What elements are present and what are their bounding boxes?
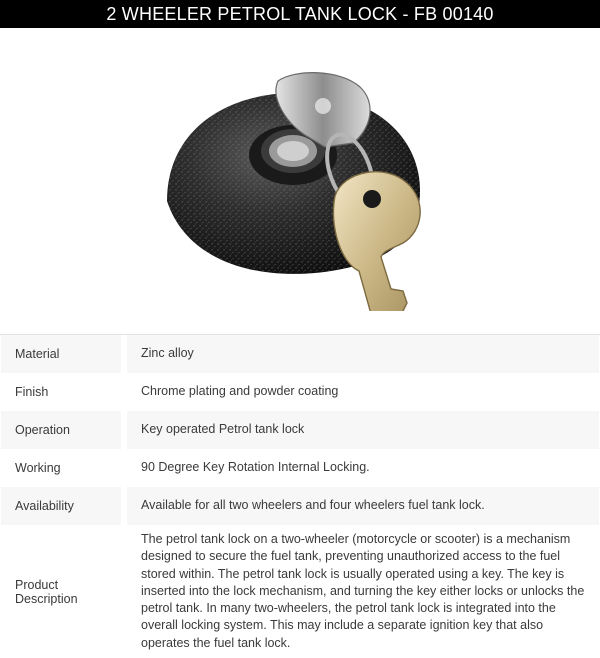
spec-label: Material (1, 335, 124, 373)
spec-row-working (1, 449, 599, 487)
spec-value: 90 Degree Key Rotation Internal Locking. (124, 449, 599, 487)
petrol-tank-lock-with-keys-icon (145, 51, 445, 311)
spec-row-product-description (1, 525, 599, 658)
spec-label: Finish (1, 373, 124, 411)
product-spec-table (1, 335, 599, 658)
spec-row-operation (1, 411, 599, 449)
spec-label: Product Description (1, 525, 124, 658)
page-title-bar (0, 0, 600, 28)
spec-label: Working (1, 449, 124, 487)
spec-value: The petrol tank lock on a two-wheeler (motorcycle or scooter) is a mechanism designed to secure the fuel tank, preventing unauthorized access to the fuel stored within. The petrol tank lock is usually operated using a key. The key is inserted into the lock mechanism, and turning the key either locks or unlocks the petrol tank. In many two-wheelers, the petrol tank lock is integrated into the overall locking system. This may include a separate ignition key that also operates the fuel tank lock. (124, 525, 599, 658)
spec-row-material (1, 335, 599, 373)
page-title: 2 WHEELER PETROL TANK LOCK - FB 00140 (106, 4, 494, 24)
spec-value: Chrome plating and powder coating (124, 373, 599, 411)
spec-value: Zinc alloy (124, 335, 599, 373)
spec-label: Operation (1, 411, 124, 449)
spec-value: Key operated Petrol tank lock (124, 411, 599, 449)
spec-row-finish (1, 373, 599, 411)
spec-value: Available for all two wheelers and four wheelers fuel tank lock. (124, 487, 599, 525)
product-image-area (0, 28, 600, 335)
spec-row-availability (1, 487, 599, 525)
spec-label: Availability (1, 487, 124, 525)
